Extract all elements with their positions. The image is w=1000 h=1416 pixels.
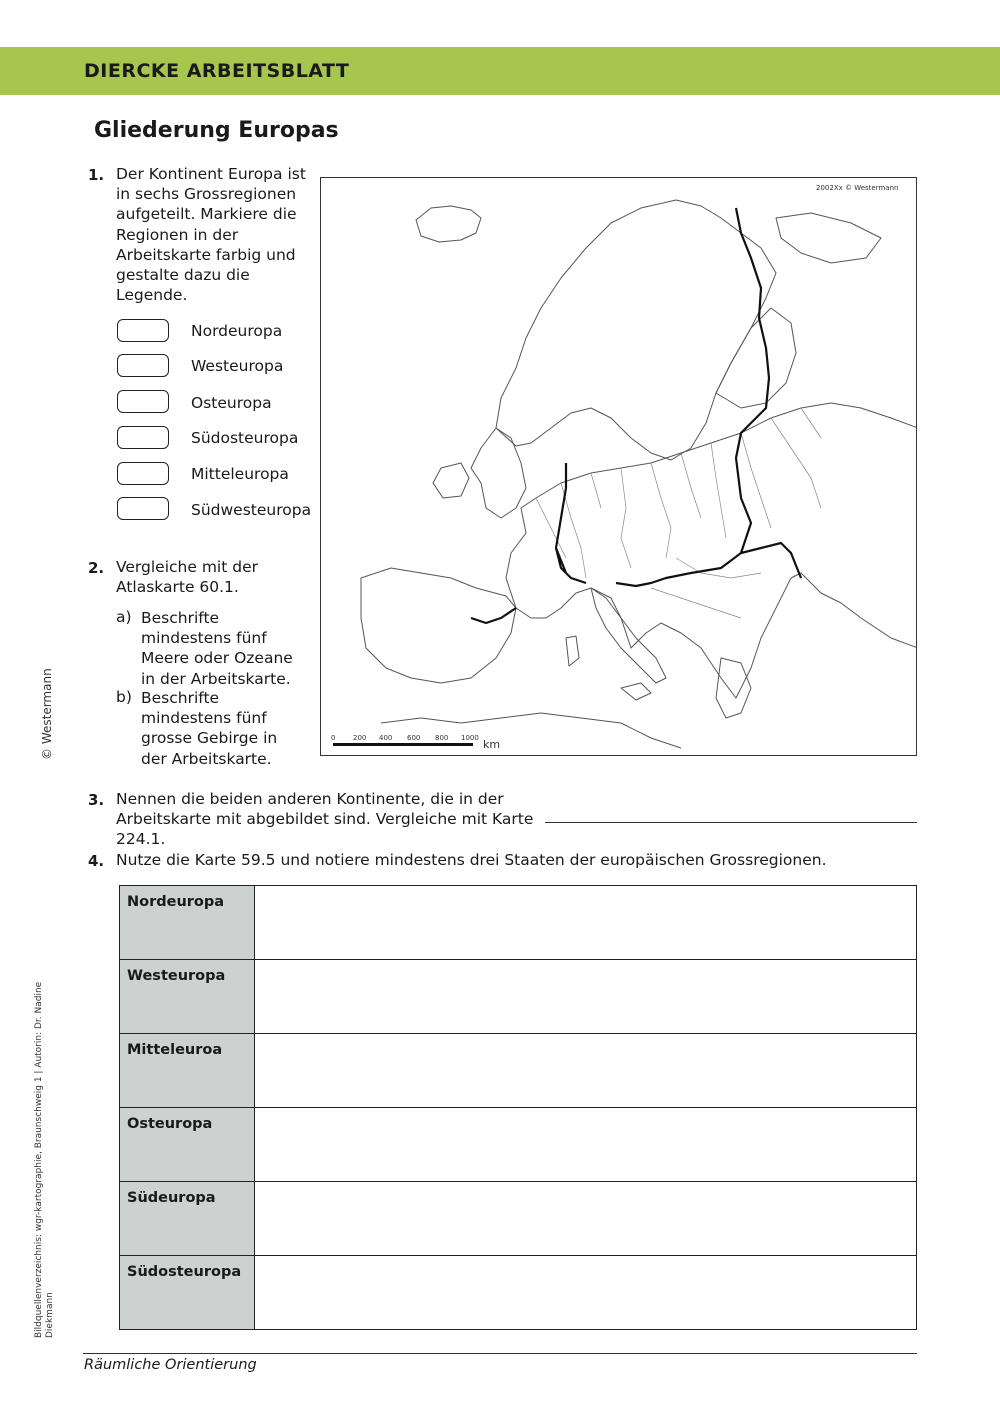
task-3-line: Nennen die beiden anderen Kontinente, die in der (116, 790, 504, 808)
task-2-number: 2. (88, 559, 105, 577)
legend-box-suedosteuropa[interactable] (117, 426, 169, 449)
side-copyright: © Westermann (40, 668, 54, 760)
footer-text: Räumliche Orientierung (84, 1357, 257, 1373)
answer-cell[interactable] (255, 1182, 917, 1256)
row-label: Westeuropa (120, 960, 255, 1034)
page-title: Gliederung Europas (94, 118, 339, 143)
task-3-text (116, 789, 536, 850)
task-1-line: Arbeitskarte farbig und (116, 245, 296, 264)
legend-label: Südwesteuropa (191, 501, 312, 519)
legend-box-osteuropa[interactable] (117, 390, 169, 413)
legend-label: Mitteleuropa (191, 465, 289, 483)
sicily-outline (621, 683, 651, 700)
answer-cell[interactable] (255, 1034, 917, 1108)
row-label: Osteuropa (120, 1108, 255, 1182)
scandinavia-outline (496, 200, 776, 460)
great-britain-outline (471, 428, 526, 518)
table-row (120, 886, 917, 960)
scale-tick: 200 (353, 734, 367, 742)
task-2a-text (141, 608, 316, 689)
answer-cell[interactable] (255, 1108, 917, 1182)
answer-cell[interactable] (255, 960, 917, 1034)
task-2b-line: Beschrifte (141, 689, 220, 707)
task-2b-line: der Arbeitskarte. (141, 749, 272, 768)
task-1-line: Regionen in der (116, 225, 239, 244)
table-row (120, 1256, 917, 1330)
task-2a-letter: a) (116, 608, 132, 626)
task-3-line: Arbeitskarte mit abgebildet sind. Vergleiche mit Karte (116, 810, 534, 829)
header-bar (0, 47, 1000, 95)
header-label: DIERCKE ARBEITSBLATT (84, 60, 350, 82)
scale-tick: 800 (435, 734, 449, 742)
legend-label: Südosteuropa (191, 429, 299, 447)
legend-box-suedwesteuropa[interactable] (117, 497, 169, 520)
task-2-line: Vergleiche mit der (116, 558, 258, 576)
task-2a-line: in der Arbeitskarte. (141, 669, 291, 688)
north-africa-coast (381, 713, 681, 748)
task-1-line: Der Kontinent Europa ist (116, 165, 306, 183)
answer-cell[interactable] (255, 1256, 917, 1330)
scale-tick: 600 (407, 734, 421, 742)
row-label: Südeuropa (120, 1182, 255, 1256)
task-2-text (116, 557, 316, 597)
task-3-answer-line[interactable] (545, 822, 917, 823)
europe-map-svg (321, 178, 917, 756)
legend-label: Osteuropa (191, 394, 272, 412)
scale-unit: km (483, 738, 501, 751)
task-4-text: Nutze die Karte 59.5 und notiere mindestens drei Staaten der europäischen Grossregionen. (116, 851, 827, 869)
scale-tick: 400 (379, 734, 393, 742)
table-row (120, 1034, 917, 1108)
kola-outline (776, 213, 881, 263)
row-label: Südosteuropa (120, 1256, 255, 1330)
answer-cell[interactable] (255, 886, 917, 960)
greece-outline (716, 658, 751, 718)
scale-tick: 0 (331, 734, 336, 742)
task-1-line: aufgeteilt. Markiere die (116, 205, 297, 224)
legend-box-westeuropa[interactable] (117, 354, 169, 377)
iceland-outline (416, 206, 481, 242)
table-row (120, 1182, 917, 1256)
sardinia-outline (566, 636, 579, 666)
regions-table (119, 885, 917, 1330)
legend-label: Westeuropa (191, 357, 284, 375)
map-copyright: 2002Xx © Westermann (816, 184, 899, 192)
legend-label: Nordeuropa (191, 322, 283, 340)
task-3-number: 3. (88, 791, 105, 809)
task-1-line: in sechs Grossregionen (116, 185, 297, 204)
finland-outline (716, 308, 796, 408)
task-1-line: Legende. (116, 286, 188, 305)
task-2a-line: Beschrifte (141, 609, 220, 627)
row-label: Nordeuropa (120, 886, 255, 960)
ireland-outline (433, 463, 469, 498)
table-row (120, 1108, 917, 1182)
scale-tick: 1000 (461, 734, 479, 742)
task-2b-line: mindestens fünf (141, 709, 267, 728)
task-2-line: Atlaskarte 60.1. (116, 578, 239, 597)
europe-outline-map[interactable] (320, 177, 917, 756)
task-2b-line: grosse Gebirge in (141, 729, 278, 748)
footer-divider (83, 1353, 917, 1354)
task-3-line: 224.1. (116, 830, 166, 849)
table-row (120, 960, 917, 1034)
task-2a-line: mindestens fünf (141, 629, 267, 648)
task-1-text (116, 164, 316, 305)
region-border (471, 208, 801, 623)
task-2a-line: Meere oder Ozeane (141, 649, 293, 668)
task-1-line: gestalte dazu die (116, 266, 250, 285)
task-4-number: 4. (88, 852, 105, 870)
legend-box-mitteleuropa[interactable] (117, 462, 169, 485)
task-2b-letter: b) (116, 688, 132, 706)
row-label: Mitteleuroa (120, 1034, 255, 1108)
iberia-outline (361, 568, 516, 683)
legend-box-nordeuropa[interactable] (117, 319, 169, 342)
side-credits: Bildquellenverzeichnis: wgr-kartographie, Braunschweig 1 | Autorin: Dr. Nadine Diekmann (34, 981, 55, 1338)
task-1-number: 1. (88, 166, 105, 184)
italy-outline (591, 588, 666, 683)
task-2b-text (141, 688, 316, 769)
